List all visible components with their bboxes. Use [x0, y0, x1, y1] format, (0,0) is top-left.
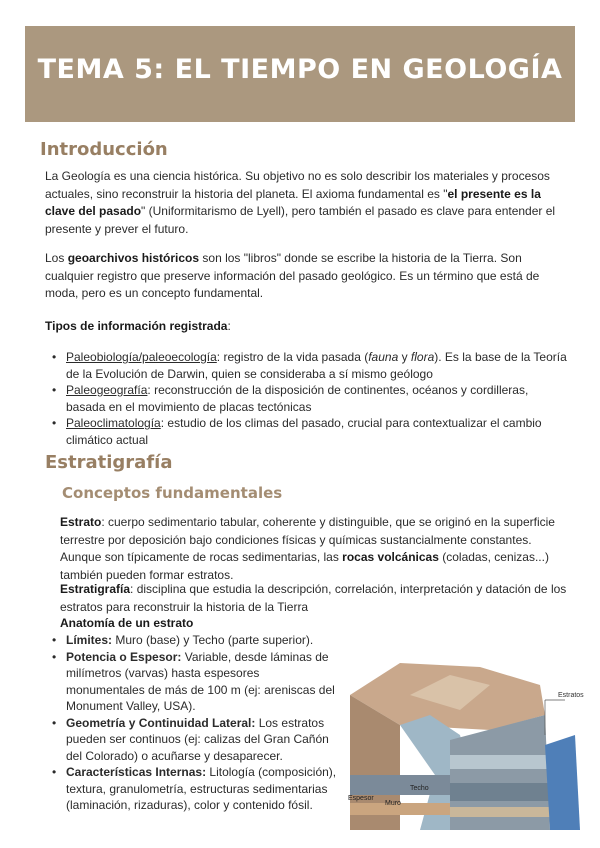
list-item: • Características Internas: Litología (composición), textura, granulometría, estructuras sedimentarias (laminación, rizaduras), color y contenido fósil.: [48, 764, 340, 814]
section-heading-estratigrafia: Estratigrafía: [45, 452, 173, 473]
strata-block-diagram: [340, 655, 590, 840]
figure-label-estratos: Estratos: [558, 692, 584, 699]
list-item: • Geometría y Continuidad Lateral: Los estratos pueden ser continuos (ej: calizas del Gran Cañón del Colorado) o acuñarse y desaparecer.: [48, 715, 340, 765]
figure-label-muro: Muro: [385, 800, 401, 807]
water-body: [545, 735, 580, 830]
intro-paragraph-1: La Geología es una ciencia histórica. Su objetivo no es solo describir los materiales y procesos actuales, sino reconstruir la historia del planeta. El axioma fundamental es "el presente es la clave del pasado" (Uniformitarismo de Lyell), pero también el pasado es clave para entender el presente y prever el futuro.: [45, 169, 556, 236]
stratum-layer: [450, 807, 550, 817]
figure-label-techo: Techo: [410, 785, 429, 792]
title-banner: [25, 26, 575, 122]
list-item: • Paleogeografía: reconstrucción de la disposición de continentes, océanos y cordilleras, basada en el movimiento de placas tectónicas: [48, 382, 568, 415]
page-title: TEMA 5: EL TIEMPO EN GEOLOGÍA: [37, 54, 563, 85]
anatomy-list: [48, 632, 340, 814]
subheading-conceptos: Conceptos fundamentales: [62, 484, 283, 502]
section-heading-introduccion: Introducción: [40, 139, 168, 160]
list-item: • Límites: Muro (base) y Techo (parte superior).: [48, 632, 340, 649]
intro-paragraph-2: Los geoarchivos históricos son los "libros" donde se escribe la historia de la Tierra. Son cualquier registro que preserve información del pasado geológico. Es un término que está de moda, pero es un concepto fundamental.: [45, 251, 540, 300]
estrato-definition: Estrato: cuerpo sedimentario tabular, coherente y distinguible, que se originó en la superficie terrestre por deposición bajo condiciones físicas y químicas sustancialmente constantes. Aunque son típicamente de rocas sedimentarias, las rocas volcánicas (coladas, cenizas...) también pueden formar estratos.: [60, 515, 555, 582]
types-list: [48, 349, 568, 448]
stratum-layer: [450, 783, 550, 801]
list-item: • Paleoclimatología: estudio de los climas del pasado, crucial para contextualizar el cambio climático actual: [48, 415, 568, 448]
types-label: Tipos de información registrada:: [45, 319, 231, 333]
anatomy-label: Anatomía de un estrato: [60, 616, 194, 630]
figure-label-espesor: Espesor: [348, 795, 374, 802]
list-item: • Potencia o Espesor: Variable, desde láminas de milímetros (varvas) hasta espesores monumentales de más de 100 m (ej: areniscas del Monument Valley, USA).: [48, 649, 340, 715]
stratum-layer: [350, 775, 450, 795]
list-item: • Paleobiología/paleoecología: registro de la vida pasada (fauna y flora). Es la base de la Teoría de la Evolución de Darwin, quien se consideraba a sí mismo geólogo: [48, 349, 568, 382]
stratum-layer: [450, 755, 550, 769]
estratigrafia-definition: Estratigrafía: disciplina que estudia la descripción, correlación, interpretación y datación de los estratos para reconstruir la historia de la Tierra: [60, 582, 567, 614]
